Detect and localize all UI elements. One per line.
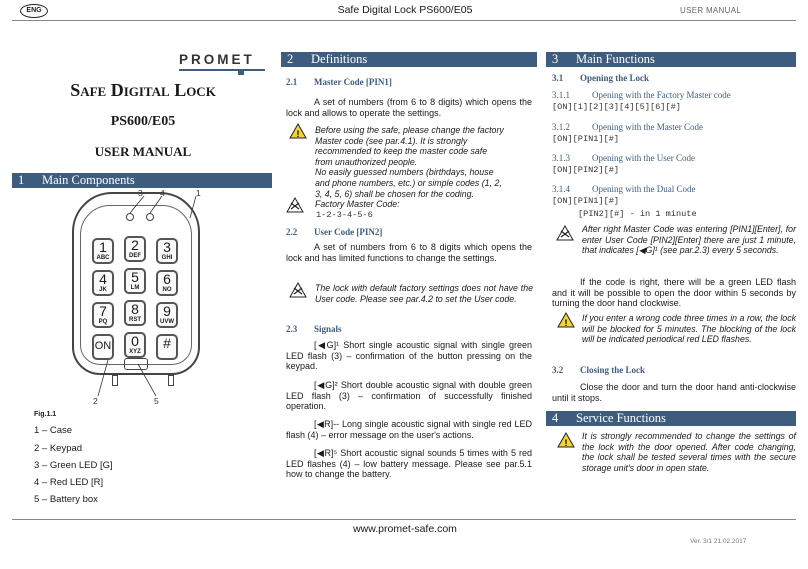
figure-callout-lines — [0, 0, 280, 420]
subheading-text: Opening with the Dual Code — [592, 184, 696, 194]
legend-3: 3 – Green LED [G] — [34, 460, 113, 471]
key-letters: UVW — [160, 319, 174, 325]
legend-5: 5 – Battery box — [34, 494, 98, 505]
subheading-number: 3.1.3 — [552, 153, 570, 163]
footer-version: Ver. 3/1 21.02.2017 — [690, 538, 747, 545]
subheading-text: User Code [PIN2] — [314, 227, 383, 237]
svg-text:!: ! — [296, 129, 300, 139]
key-digit: ON — [94, 340, 112, 352]
subheading-text: Opening with the User Code — [592, 153, 695, 163]
subheading-2-3 — [286, 324, 342, 334]
key-digit: 4 — [99, 271, 107, 287]
subheading-number: 3.1.1 — [552, 90, 570, 100]
section-bar-2 — [281, 52, 537, 67]
subheading-text: Opening with the Master Code — [592, 122, 703, 132]
subheading-number: 3.2 — [552, 365, 564, 375]
subheading-3-2 — [552, 365, 645, 375]
warning-icon — [557, 312, 575, 328]
section-title: Main Components — [42, 173, 135, 187]
note-3-1: After right Master Code was entering [PIN1][Enter], for enter User Code [PIN2][Enter] there are just 1 minute, that indicates [◀G]¹ (see par.2.3) every 5 seconds. — [582, 224, 796, 256]
tool-icon — [286, 197, 304, 213]
key-letters: JK — [99, 287, 107, 293]
subheading-number: 3.1.2 — [552, 122, 570, 132]
subheading-3-1-2 — [552, 122, 703, 132]
subheading-3-1-3 — [552, 153, 695, 163]
subheading-text: Signals — [314, 324, 342, 334]
subheading-2-2 — [286, 227, 382, 237]
para-3-2: Close the door and turn the door hand anti-clockwise until it stops. — [552, 382, 796, 403]
key-digit: # — [163, 335, 171, 351]
callout-1: 1 — [196, 188, 201, 198]
warning-icon — [557, 432, 575, 448]
key-letters: LM — [130, 285, 140, 291]
subheading-number: 2.2 — [286, 227, 298, 237]
cover-model: PS600/E05 — [110, 114, 176, 129]
tool-icon — [289, 282, 307, 298]
key-digit: 9 — [163, 303, 171, 319]
note-2-2: The lock with default factory settings does not have the User code. Please see par.4.2 to set the User code. — [315, 283, 533, 304]
section-number: 1 — [18, 173, 25, 187]
signal-3: [◀R]-- Long single acoustic signal with single red LED flash (4) – error message on the user's actions. — [286, 419, 532, 440]
code-3-1-4a: [ON][PIN1][#] — [552, 196, 620, 206]
subheading-text: Closing the Lock — [580, 365, 646, 375]
brand-logo: PROMET — [179, 52, 255, 67]
callout-4: 4 — [160, 188, 165, 198]
warning-line: from unauthorized people. — [315, 156, 418, 167]
section-title: Service Functions — [576, 411, 666, 425]
warning-line: Factory Master Code: — [315, 199, 400, 210]
subheading-3-1-4 — [552, 184, 695, 194]
header-title: Safe Digital Lock PS600/E05 — [337, 4, 473, 16]
callout-2: 2 — [93, 396, 98, 406]
section-bar-4 — [546, 411, 796, 426]
subheading-2-1 — [286, 77, 392, 87]
key-letters: RST — [129, 317, 141, 323]
key-letters: DEF — [129, 253, 141, 259]
section-title: Main Functions — [576, 52, 655, 66]
subheading-3-1 — [552, 73, 649, 83]
key-digit: 5 — [131, 269, 139, 285]
warning-line: Before using the safe, please change the factory — [315, 125, 504, 135]
header-right: USER MANUAL — [680, 6, 742, 15]
key-digit: 8 — [131, 301, 139, 317]
para-3-1: If the code is right, there will be a green LED flash and it will be possible to open the door within 5 seconds by turning the door hand clockwise. — [552, 277, 796, 309]
key-letters: ABC — [96, 255, 110, 261]
footer-url[interactable]: www.promet-safe.com — [353, 523, 457, 535]
warning-line: and phone numbers, etc.) or simple codes (1, 2, — [315, 177, 502, 188]
warning-4: It is strongly recommended to change the settings of the lock with the door opened. After code changing, the lock shall be tested several times with the secure storage unit's door in open state. — [582, 431, 796, 473]
figure-caption: Fig.1.1 — [34, 411, 57, 418]
cover-title: Safe Digital Lock — [70, 80, 216, 100]
lang-badge: ENG — [20, 4, 48, 18]
legend-4: 4 – Red LED [R] — [34, 477, 104, 488]
code-3-1-2: [ON][PIN1][#] — [552, 134, 620, 144]
key-digit: 2 — [131, 237, 139, 253]
legend-1: 1 – Case — [34, 425, 73, 436]
section-number: 2 — [287, 52, 294, 66]
warning-3-1: If you enter a wrong code three times in a row, the lock will be blocked for 5 minutes. The blocking of the lock will be indicated periodical red LED flashes. — [582, 313, 796, 345]
subheading-number: 3.1 — [552, 73, 564, 83]
subheading-number: 3.1.4 — [552, 184, 570, 194]
subheading-text: Opening with the Factory Master code — [592, 90, 731, 100]
callout-3: 3 — [138, 188, 143, 198]
section-title: Definitions — [311, 52, 368, 66]
section-bar-3 — [546, 52, 796, 67]
key-letters: XYZ — [129, 349, 141, 355]
tool-icon — [556, 225, 574, 241]
footer-rule — [12, 519, 796, 520]
warning-line: Master code (see par.4.1). It is strongly — [315, 135, 468, 146]
legend-2: 2 – Keypad — [34, 443, 83, 454]
key-letters: PQ — [98, 319, 108, 325]
section-number: 3 — [552, 52, 559, 66]
svg-text:!: ! — [564, 438, 568, 448]
warning-line: No easily guessed numbers (birthdays, house — [315, 167, 494, 178]
subheading-text: Master Code [PIN1] — [314, 77, 392, 87]
signal-2: [◀G]² Short double acoustic signal with double green LED flash (3) – confirmation of successfully finished operation. — [286, 380, 532, 412]
warning-2-1 — [315, 125, 533, 210]
factory-code: 1-2-3-4-5-6 — [316, 210, 373, 220]
signal-1: [◀G]¹ Short single acoustic signal with single green LED flash (3) – confirmation of the button pressing on the keypad. — [286, 340, 532, 372]
subheading-number: 2.3 — [286, 324, 298, 334]
subheading-number: 2.1 — [286, 77, 298, 87]
code-3-1-1: [ON][1][2][3][4][5][6][#] — [552, 102, 681, 112]
callout-5: 5 — [154, 396, 159, 406]
section-number: 4 — [552, 411, 559, 425]
key-letters: NO — [162, 287, 172, 293]
code-3-1-3: [ON][PIN2][#] — [552, 165, 620, 175]
key-digit: 3 — [163, 239, 171, 255]
key-digit: 0 — [131, 333, 139, 349]
subheading-3-1-1 — [552, 90, 731, 100]
warning-line: 3, 4, 5, 6) shall be chosen for the coding. — [315, 188, 474, 199]
key-digit: 6 — [163, 271, 171, 287]
key-digit: 7 — [99, 303, 107, 319]
warning-icon — [289, 123, 307, 139]
key-letters: GHI — [161, 255, 173, 261]
para-2-1: A set of numbers (from 6 to 8 digits) which opens the lock and allows to operate the settings. — [286, 97, 532, 118]
code-3-1-4b: [PIN2][#] - in 1 minute — [578, 209, 697, 219]
subheading-text: Opening the Lock — [580, 73, 650, 83]
warning-line: recommended to keep the master code safe — [315, 146, 488, 157]
signal-4: [◀R]⁵ Short acoustic signal sounds 5 times with 5 red LED flashes (4) – low battery message. Please see par.5.1 how to change the battery. — [286, 448, 532, 480]
svg-text:!: ! — [564, 318, 568, 328]
cover-subtitle: USER MANUAL — [94, 144, 192, 159]
key-digit: 1 — [99, 239, 107, 255]
para-2-2: A set of numbers from 6 to 8 digits which opens the lock and has limited functions to change the settings. — [286, 242, 532, 263]
